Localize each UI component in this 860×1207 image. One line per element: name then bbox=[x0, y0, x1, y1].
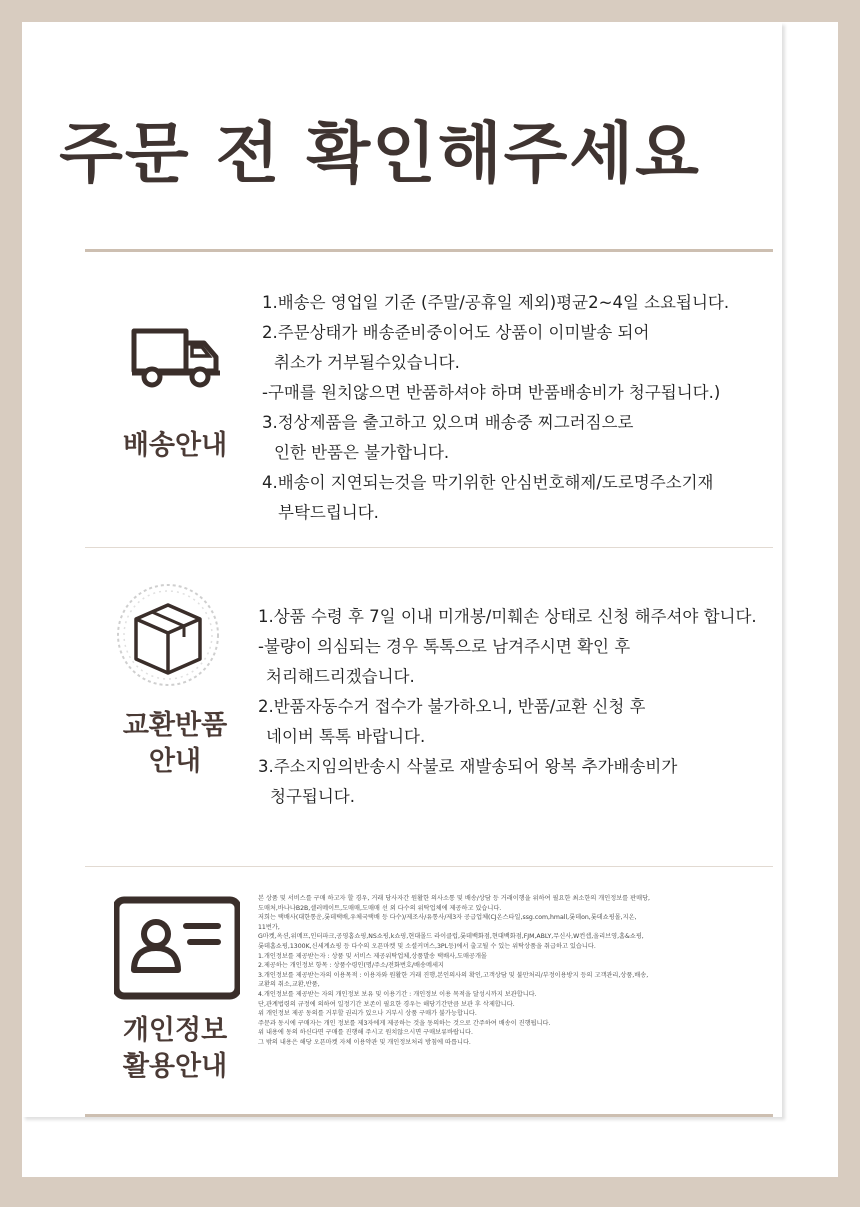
shipping-line: 3.정상제품을 출고하고 있으며 배송중 찌그러짐으로 bbox=[262, 413, 634, 432]
shipping-line: 부탁드립니다. bbox=[278, 503, 379, 522]
shipping-line: 취소가 거부될수있습니다. bbox=[274, 353, 460, 372]
privacy-line: 2.제공하는 개인정보 항목 : 상품수령인(명/주소/전화번호/배송메세지 bbox=[258, 962, 444, 970]
privacy-line: 주문과 동시에 구매자는 개인 정보를 제3자에게 제공하는 것을 동의하는 것으로 간주하여 배송이 진행됩니다. bbox=[258, 1019, 551, 1027]
privacy-line: 교환의 취소,교환,반품, bbox=[258, 981, 320, 989]
exchange-line: 처리해드리겠습니다. bbox=[266, 667, 415, 686]
privacy-line: 그 밖의 내용은 해당 오픈마켓 자체 이용약관 및 개인정보처리 방침에 따릅니다. bbox=[258, 1038, 471, 1046]
exchange-label bbox=[100, 708, 250, 780]
shipping-label: 배송안내 bbox=[122, 430, 228, 461]
privacy-line: 11번가, bbox=[258, 923, 280, 931]
exchange-line: 3.주소지임의반송시 삭불로 재발송되어 왕복 추가배송비가 bbox=[258, 757, 678, 776]
privacy-line: 단,관계법령의 규정에 의하여 일정기간 보존이 필요한 경우는 해당기간만큼 보관 후 삭제합니다. bbox=[258, 1000, 515, 1008]
truck-icon bbox=[130, 325, 222, 395]
shipping-line: 4.배송이 지연되는것을 막기위한 안심번호해제/도로명주소기재 bbox=[262, 473, 714, 492]
exchange-line: -불량이 의심되는 경우 톡톡으로 남겨주시면 확인 후 bbox=[258, 637, 631, 656]
privacy-text bbox=[258, 894, 650, 1048]
exchange-label-line1: 교환반품 bbox=[122, 710, 228, 741]
box-icon bbox=[108, 577, 228, 697]
privacy-line: 본 상품 및 서비스를 구매 하고자 할 경우, 거래 당사자간 원활한 의사소통 및 배송/상담 등 거래이행을 위하여 필요한 최소한의 개인정보를 판매당, bbox=[258, 895, 651, 902]
section-divider bbox=[85, 866, 773, 867]
privacy-label-line1: 개인정보 bbox=[122, 1015, 228, 1046]
shipping-line: 인한 반품은 불가합니다. bbox=[274, 443, 450, 462]
privacy-line: 롯데홈쇼핑,1300K,신세계쇼핑 등 다수의 오픈마켓 및 소셜커머스,3PL등)에서 출고될 수 있는 위탁상품을 취급하고 있습니다. bbox=[258, 942, 596, 950]
shipping-line: 2.주문상태가 배송준비중이어도 상품이 이미발송 되어 bbox=[262, 323, 650, 342]
privacy-line: 위 개인정보 제공 동의를 거부할 권리가 있으나 거부시 상품 구매가 불가능합니다. bbox=[258, 1010, 477, 1018]
privacy-line: G마켓,옥션,위메프,인터파크,공영홈쇼핑,NS쇼핑,k쇼핑,현대몰드 라이클럽,롯데백화점,현대백화점,FJM,ABLY,무신사,W컨셉,올리브영,홈&쇼핑, bbox=[258, 933, 644, 941]
privacy-line: 도매처,바나나B2B,셀러메이트,도매매,도매매 선 외 다수의 위탁업체에 제공하고 있습니다. bbox=[258, 904, 502, 912]
privacy-label-line2: 활용안내 bbox=[122, 1051, 228, 1082]
exchange-line: 2.반품자동수거 접수가 불가하오니, 반품/교환 신청 후 bbox=[258, 697, 646, 716]
exchange-line: 1.상품 수령 후 7일 이내 미개봉/미훼손 상태로 신청 해주셔야 합니다. bbox=[258, 607, 757, 626]
privacy-line: 저희는 택배사(대한통운,롯데택배,우체국택배 등 다수)/제조사/유통사/제3자 공급업체(CJ온스타일,ssg.com,hmall,롯데on,롯데쇼핑몰,지온, bbox=[258, 914, 637, 922]
privacy-line: 1.개인정보를 제공받는자 : 상품 및 서비스 제공위탁업체,상품발송 택배사,도매공개몰 bbox=[258, 952, 487, 960]
shipping-text bbox=[262, 288, 729, 528]
privacy-line: 4.개인정보를 제공받는 자의 개인정보 보유 및 이용기간 : 개인정보 이용 목적을 달성시까지 보관합니다. bbox=[258, 990, 537, 998]
shipping-line: 1.배송은 영업일 기준 (주말/공휴일 제외)평균2~4일 소요됩니다. bbox=[262, 293, 730, 312]
page-title: 주문 전 확인해주세요 bbox=[59, 115, 701, 192]
shipping-line: -구매를 원치않으면 반품하셔야 하며 반품배송비가 청구됩니다.) bbox=[262, 383, 721, 402]
exchange-line: 청구됩니다. bbox=[270, 787, 355, 806]
privacy-line: 3.개인정보를 제공받는자의 이용목적 : 이용자와 원활한 거래 진행,본인의사의 확인,고객상담 및 불만처리/부정이용방지 등의 고객관리,상품,배송, bbox=[258, 971, 649, 979]
privacy-label bbox=[100, 1013, 250, 1085]
exchange-text bbox=[258, 602, 757, 812]
section-divider bbox=[85, 547, 773, 548]
exchange-label-line2: 안내 bbox=[148, 746, 202, 777]
exchange-line: 네이버 톡톡 바랍니다. bbox=[266, 727, 426, 746]
title-divider bbox=[85, 249, 773, 252]
id-card-icon bbox=[114, 896, 240, 1004]
bottom-divider bbox=[85, 1114, 773, 1117]
privacy-line: 위 내용에 동의 하신다면 구매를 진행해 주시고 원치않으시면 구매보류바랍니다. bbox=[258, 1029, 473, 1037]
